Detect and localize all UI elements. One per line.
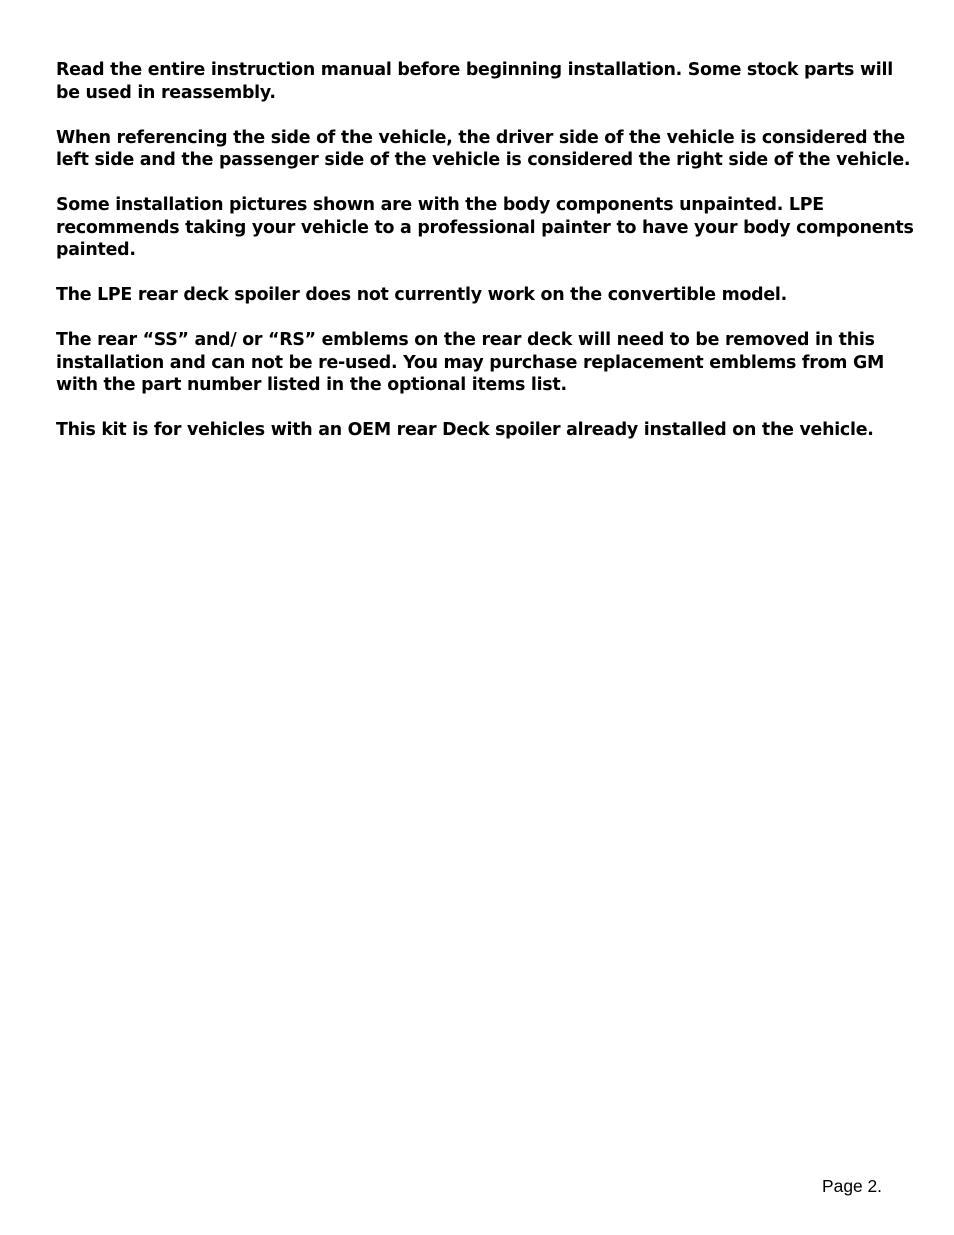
text-line: The LPE rear deck spoiler does not currently work on the convertible model. bbox=[56, 285, 787, 305]
text-line: be used in reassembly. bbox=[56, 82, 276, 103]
text-line: left side and the passenger side of the vehicle is considered the right side of the vehicle. bbox=[56, 150, 911, 170]
document-body bbox=[56, 59, 914, 464]
paragraph-oem-spoiler bbox=[56, 419, 902, 442]
page-number: Page 2. bbox=[822, 1176, 882, 1196]
text-line: This kit is for vehicles with an OEM rear Deck spoiler already installed on the vehicle. bbox=[56, 420, 874, 440]
paragraph-vehicle-sides bbox=[56, 127, 911, 172]
text-line: Some installation pictures shown are with the body components unpainted. LPE bbox=[56, 195, 824, 215]
text-line: painted. bbox=[56, 240, 136, 260]
paragraph-emblems bbox=[56, 329, 902, 397]
text-line: recommends taking your vehicle to a professional painter to have your body components bbox=[56, 217, 914, 238]
text-line: installation and can not be re-used. You may purchase replacement emblems from GM bbox=[56, 352, 885, 373]
text-line: The rear “SS” and/ or “RS” emblems on the rear deck will need to be removed in this bbox=[56, 330, 875, 350]
paragraph-unpainted-components bbox=[56, 194, 914, 262]
text-line: Read the entire instruction manual before beginning installation. Some stock parts will bbox=[56, 60, 893, 80]
text-line: When referencing the side of the vehicle, the driver side of the vehicle is considered the bbox=[56, 127, 905, 148]
paragraph-convertible-note bbox=[56, 284, 902, 307]
paragraph-read-manual bbox=[56, 59, 902, 104]
text-line: with the part number listed in the optional items list. bbox=[56, 375, 567, 395]
